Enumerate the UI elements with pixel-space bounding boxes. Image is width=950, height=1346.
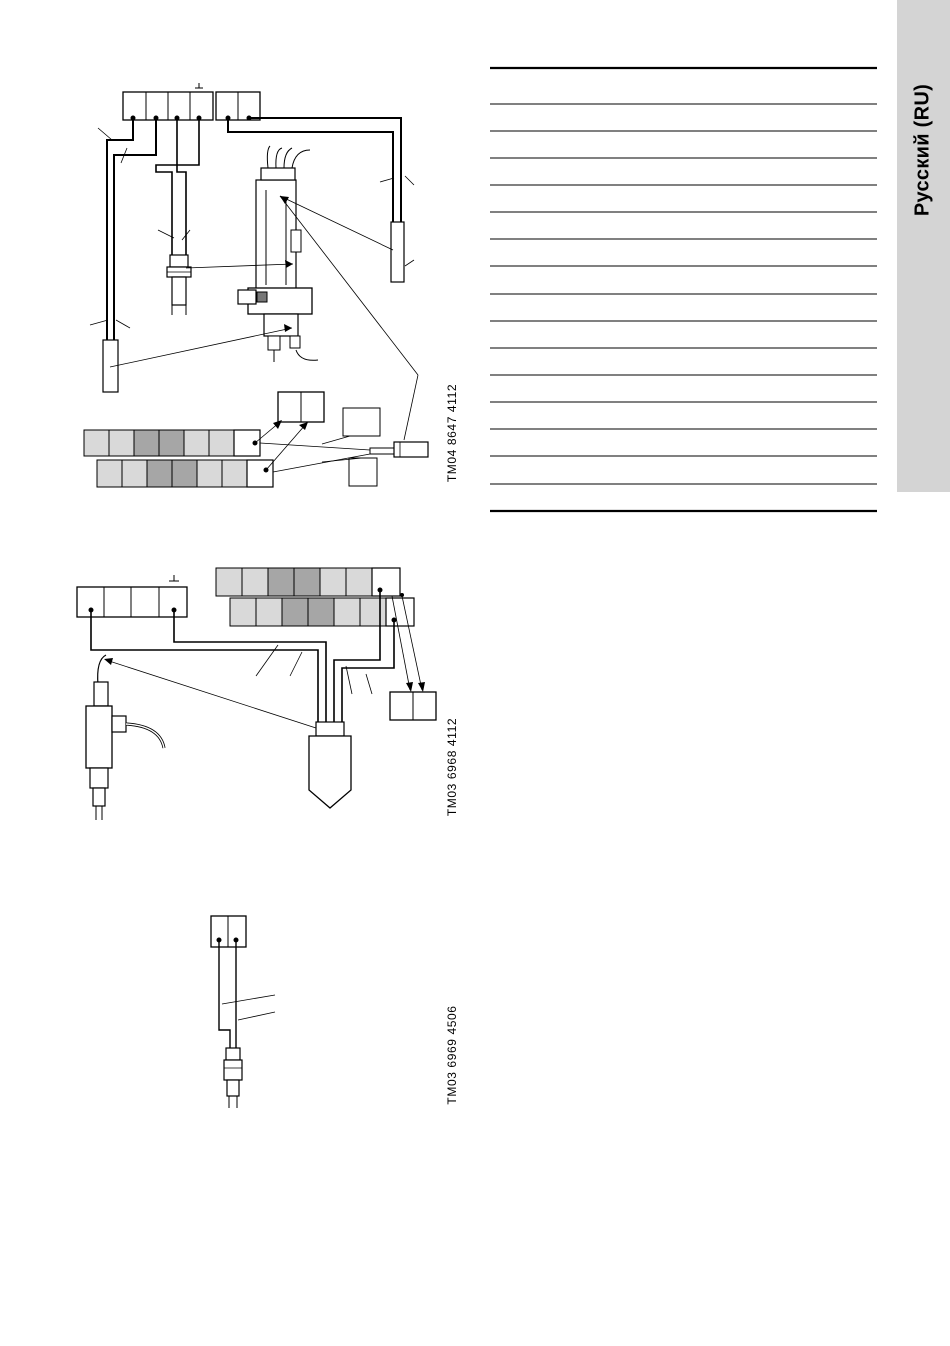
terminal-strip-2-lower — [230, 598, 414, 626]
figure-code-3: TM03 6969 4506 — [445, 1005, 459, 1105]
figure-code-2: TM03 6968 4112 — [445, 717, 459, 817]
terminal-strip-2-upper — [216, 568, 400, 596]
terminal-strip-lower — [97, 460, 273, 487]
empty-table — [490, 68, 877, 511]
language-tab-label: Русский (RU) — [911, 83, 934, 217]
figure-2-diagram — [77, 568, 436, 820]
figure-3-diagram — [211, 916, 275, 1108]
terminal-strip-upper — [84, 430, 260, 456]
figure-1-diagram — [84, 83, 428, 487]
figure-code-1: TM04 8647 4112 — [445, 383, 459, 483]
measuring-cell — [256, 180, 296, 290]
